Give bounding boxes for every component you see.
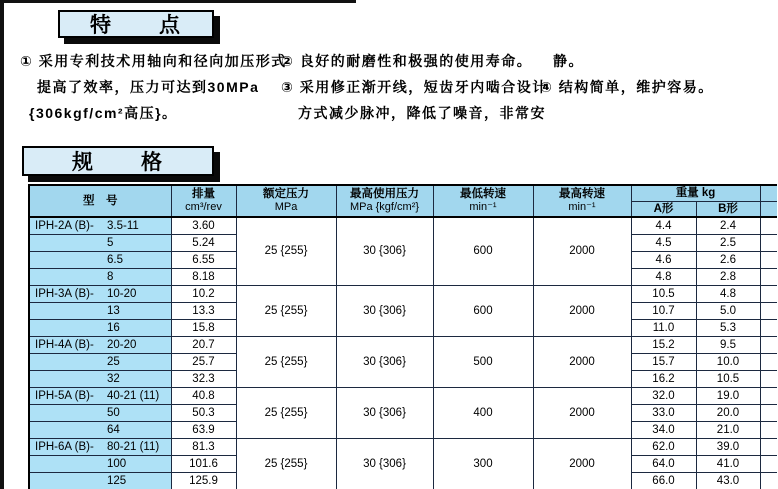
header-max-pressure: 最高使用压力 MPa {kgf/cm²} (336, 185, 433, 217)
specs-title: 规 格 (72, 151, 164, 174)
model-size: 8 (107, 270, 114, 283)
feature-item-3-line-2: 方式减少脉冲，降低了噪音，非常安 (298, 105, 546, 121)
model-cell (29, 234, 171, 251)
model-size: 25 (107, 355, 120, 368)
table-body (29, 217, 777, 489)
max-speed-cell: 2000 (533, 438, 631, 489)
header-rated-pressure: 额定压力 MPa (236, 185, 336, 217)
table-row (29, 438, 777, 455)
model-cell (29, 353, 171, 370)
min-speed-cell: 400 (433, 387, 533, 438)
weight-b-cell: 10.0 (696, 353, 760, 370)
weight-b-cell: 21.0 (696, 421, 760, 438)
features-title: 特 点 (90, 14, 182, 37)
weight-a-cell: 62.0 (631, 438, 696, 455)
model-prefix: IPH-4A (B)- (35, 338, 94, 351)
model-cell (29, 387, 171, 404)
cutoff-cell (760, 234, 777, 251)
min-speed-cell: 300 (433, 438, 533, 489)
model-size: 16 (107, 321, 120, 334)
weight-b-cell: 43.0 (696, 472, 760, 489)
weight-a-cell: 10.5 (631, 285, 696, 302)
weight-a-cell: 34.0 (631, 421, 696, 438)
model-size: 64 (107, 423, 120, 436)
max-pressure-cell: 30 {306} (336, 387, 433, 438)
model-size: 40-21 (11) (107, 389, 160, 402)
header-min-speed: 最低转速 min⁻¹ (433, 185, 533, 217)
feature-item-1-line-1: ① 采用专利技术用轴向和径向加压形式 (20, 53, 287, 69)
weight-a-cell: 64.0 (631, 455, 696, 472)
displacement-cell: 10.2 (171, 285, 236, 302)
rated-pressure-cell: 25 {255} (236, 336, 336, 387)
rated-pressure-cell: 25 {255} (236, 217, 336, 286)
weight-a-cell: 4.8 (631, 268, 696, 285)
feature-item-3-line-1: ③ 采用修正渐开线，短齿牙内啮合设计 (281, 79, 548, 95)
weight-b-cell: 19.0 (696, 387, 760, 404)
model-size: 100 (107, 457, 127, 470)
displacement-cell: 50.3 (171, 404, 236, 421)
cutoff-cell (760, 319, 777, 336)
weight-b-cell: 39.0 (696, 438, 760, 455)
cutoff-cell (760, 285, 777, 302)
table-header (29, 185, 777, 217)
min-speed-cell: 600 (433, 217, 533, 286)
weight-a-cell: 4.6 (631, 251, 696, 268)
min-speed-cell: 600 (433, 285, 533, 336)
model-size: 50 (107, 406, 120, 419)
weight-a-cell: 4.4 (631, 217, 696, 235)
model-size: 80-21 (11) (107, 440, 160, 453)
feature-item-3-line-3: 静。 (553, 53, 584, 69)
max-pressure-cell: 30 {306} (336, 336, 433, 387)
weight-b-cell: 41.0 (696, 455, 760, 472)
displacement-cell: 25.7 (171, 353, 236, 370)
weight-b-cell: 5.3 (696, 319, 760, 336)
max-pressure-cell: 30 {306} (336, 438, 433, 489)
model-cell (29, 285, 171, 302)
cutoff-cell (760, 336, 777, 353)
max-pressure-cell: 30 {306} (336, 285, 433, 336)
feature-item-2: ② 良好的耐磨性和极强的使用寿命。 (281, 53, 533, 69)
displacement-cell: 3.60 (171, 217, 236, 235)
weight-a-cell: 16.2 (631, 370, 696, 387)
cutoff-cell (760, 438, 777, 455)
model-prefix: IPH-6A (B)- (35, 440, 94, 453)
specs-title-box (22, 146, 214, 176)
header-weight-b: B形 (696, 201, 760, 217)
max-speed-cell: 2000 (533, 285, 631, 336)
features-title-box (58, 10, 214, 38)
model-prefix: IPH-5A (B)- (35, 389, 94, 402)
weight-b-cell: 2.6 (696, 251, 760, 268)
model-cell (29, 268, 171, 285)
weight-a-cell: 10.7 (631, 302, 696, 319)
feature-item-1-line-3: {306kgf/cm²高压}。 (29, 105, 178, 121)
table-row (29, 285, 777, 302)
rated-pressure-cell: 25 {255} (236, 285, 336, 336)
cutoff-cell (760, 404, 777, 421)
model-size: 3.5-11 (107, 219, 139, 232)
header-weight-a: A形 (631, 201, 696, 217)
weight-a-cell: 32.0 (631, 387, 696, 404)
weight-a-cell: 4.5 (631, 234, 696, 251)
cutoff-cell (760, 268, 777, 285)
weight-b-cell: 10.5 (696, 370, 760, 387)
model-cell (29, 421, 171, 438)
max-speed-cell: 2000 (533, 387, 631, 438)
model-size: 10-20 (107, 287, 137, 300)
displacement-cell: 63.9 (171, 421, 236, 438)
header-cutoff-column (760, 201, 777, 217)
displacement-cell: 20.7 (171, 336, 236, 353)
model-size: 20-20 (107, 338, 137, 351)
header-weight: 重量 kg (631, 185, 760, 201)
model-cell (29, 319, 171, 336)
max-speed-cell: 2000 (533, 217, 631, 286)
model-size: 13 (107, 304, 120, 317)
displacement-cell: 81.3 (171, 438, 236, 455)
model-cell (29, 472, 171, 489)
model-cell (29, 302, 171, 319)
cutoff-cell (760, 217, 777, 235)
max-pressure-cell: 30 {306} (336, 217, 433, 286)
weight-a-cell: 33.0 (631, 404, 696, 421)
scan-edge-top (0, 0, 356, 3)
min-speed-cell: 500 (433, 336, 533, 387)
weight-a-cell: 11.0 (631, 319, 696, 336)
weight-b-cell: 2.5 (696, 234, 760, 251)
header-model: 型 号 (29, 185, 171, 217)
displacement-cell: 125.9 (171, 472, 236, 489)
weight-b-cell: 9.5 (696, 336, 760, 353)
header-cutoff-column (760, 185, 777, 201)
cutoff-cell (760, 251, 777, 268)
cutoff-cell (760, 421, 777, 438)
table-row (29, 336, 777, 353)
model-cell (29, 438, 171, 455)
displacement-cell: 15.8 (171, 319, 236, 336)
table-row (29, 387, 777, 404)
model-cell (29, 455, 171, 472)
model-prefix: IPH-2A (B)- (35, 219, 94, 232)
cutoff-cell (760, 472, 777, 489)
specifications-table (28, 184, 777, 489)
max-speed-cell: 2000 (533, 336, 631, 387)
feature-item-1-line-2: 提高了效率，压力可达到30MPa (37, 79, 260, 95)
feature-item-4: ④ 结构简单，维护容易。 (540, 79, 714, 95)
weight-a-cell: 15.2 (631, 336, 696, 353)
model-size: 125 (107, 474, 127, 487)
model-cell (29, 251, 171, 268)
displacement-cell: 8.18 (171, 268, 236, 285)
weight-b-cell: 5.0 (696, 302, 760, 319)
model-cell (29, 404, 171, 421)
model-cell (29, 336, 171, 353)
weight-a-cell: 66.0 (631, 472, 696, 489)
displacement-cell: 32.3 (171, 370, 236, 387)
model-size: 32 (107, 372, 120, 385)
weight-b-cell: 2.4 (696, 217, 760, 235)
weight-a-cell: 15.7 (631, 353, 696, 370)
features-column-3 (540, 48, 714, 100)
features-column-2 (281, 48, 548, 126)
displacement-cell: 101.6 (171, 455, 236, 472)
weight-b-cell: 2.8 (696, 268, 760, 285)
header-displacement: 排量 cm³/rev (171, 185, 236, 217)
model-cell (29, 217, 171, 235)
header-max-speed: 最高转速 min⁻¹ (533, 185, 631, 217)
model-cell (29, 370, 171, 387)
cutoff-cell (760, 302, 777, 319)
features-column-1 (20, 48, 287, 126)
rated-pressure-cell: 25 {255} (236, 387, 336, 438)
rated-pressure-cell: 25 {255} (236, 438, 336, 489)
cutoff-cell (760, 370, 777, 387)
displacement-cell: 5.24 (171, 234, 236, 251)
displacement-cell: 6.55 (171, 251, 236, 268)
model-size: 6.5 (107, 253, 123, 266)
displacement-cell: 13.3 (171, 302, 236, 319)
model-size: 5 (107, 236, 114, 249)
weight-b-cell: 4.8 (696, 285, 760, 302)
scan-edge-left (0, 0, 4, 489)
model-prefix: IPH-3A (B)- (35, 287, 94, 300)
table-row (29, 217, 777, 235)
cutoff-cell (760, 353, 777, 370)
cutoff-cell (760, 387, 777, 404)
weight-b-cell: 20.0 (696, 404, 760, 421)
cutoff-cell (760, 455, 777, 472)
displacement-cell: 40.8 (171, 387, 236, 404)
